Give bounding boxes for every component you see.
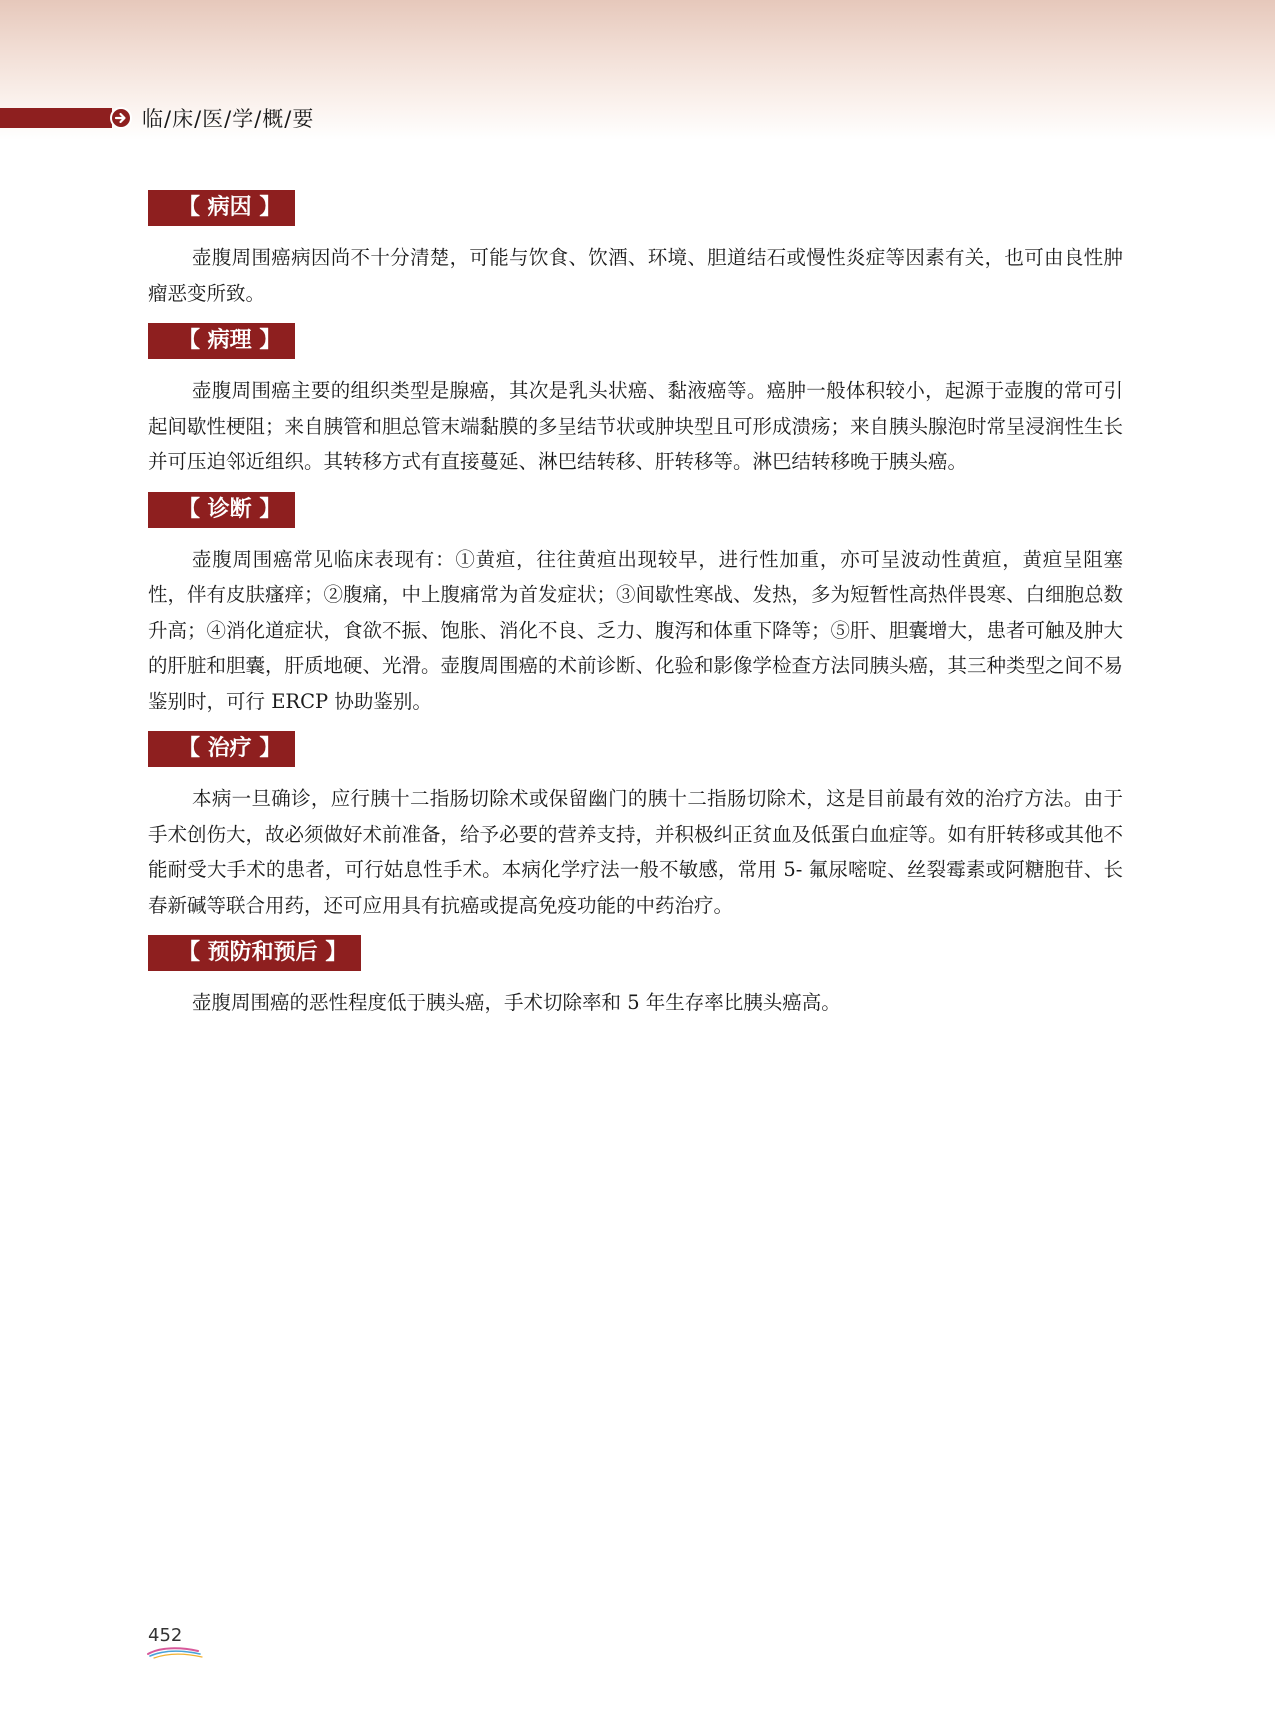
page-number: 452 — [148, 1625, 183, 1646]
section-etiology — [148, 190, 1123, 311]
section-pathology — [148, 323, 1123, 480]
paragraph: 壶腹周围癌常见临床表现有：①黄疸，往往黄疸出现较早，进行性加重，亦可呈波动性黄疸，黄疸呈阻塞性，伴有皮肤瘙痒；②腹痛，中上腹痛常为首发症状；③间歇性寒战、发热，多为短暂性高热伴畏寒、白细胞总数升高；④消化道症状，食欲不振、饱胀、消化不良、乏力、腹泻和体重下降等；⑤肝、胆囊增大，患者可触及肿大的肝脏和胆囊，肝质地硬、光滑。壶腹周围癌的术前诊断、化验和影像学检查方法同胰头癌，其三种类型之间不易鉴别时，可行 ERCP 协助鉴别。 — [148, 547, 1124, 713]
section-diagnosis — [148, 492, 1123, 720]
running-head — [0, 104, 314, 132]
swoosh-icon — [146, 1645, 206, 1659]
running-head-bar — [0, 108, 112, 128]
paragraph: 本病一旦确诊，应行胰十二指肠切除术或保留幽门的胰十二指肠切除术，这是目前最有效的治疗方法。由于手术创伤大，故必须做好术前准备，给予必要的营养支持，并积极纠正贫血及低蛋白血症等。如有肝转移或其他不能耐受大手术的患者，可行姑息性手术。本病化学疗法一般不敏感，常用 5- 氟尿嘧啶、丝裂霉素或阿糖胞苷、长春新碱等联合用药，还可应用具有抗癌或提高免疫功能的中药治疗。 — [148, 787, 1124, 917]
paragraph: 壶腹周围癌主要的组织类型是腺癌，其次是乳头状癌、黏液癌等。癌肿一般体积较小，起源于壶腹的常可引起间歇性梗阻；来自胰管和胆总管末端黏膜的多呈结节状或肿块型且可形成溃疡；来自胰头腺泡时常呈浸润性生长并可压迫邻近组织。其转移方式有直接蔓延、淋巴结转移、肝转移等。淋巴结转移晚于胰头癌。 — [148, 379, 1124, 473]
paragraph: 壶腹周围癌病因尚不十分清楚，可能与饮食、饮酒、环境、胆道结石或慢性炎症等因素有关，也可由良性肿瘤恶变所致。 — [148, 246, 1123, 305]
section-heading: 【 诊断 】 — [148, 492, 295, 528]
section-heading: 【 治疗 】 — [148, 731, 295, 767]
arrow-right-circle-icon — [110, 107, 132, 129]
section-heading: 【 预防和预后 】 — [148, 935, 361, 971]
paragraph: 壶腹周围癌的恶性程度低于胰头癌，手术切除率和 5 年生存率比胰头癌高。 — [192, 991, 841, 1014]
running-head-title: 临/床/医/学/概/要 — [142, 107, 315, 131]
section-heading: 【 病因 】 — [148, 190, 295, 226]
page-body — [148, 190, 1123, 1033]
section-prevention-prognosis — [148, 935, 1123, 1021]
section-treatment — [148, 731, 1123, 923]
section-heading: 【 病理 】 — [148, 323, 295, 359]
